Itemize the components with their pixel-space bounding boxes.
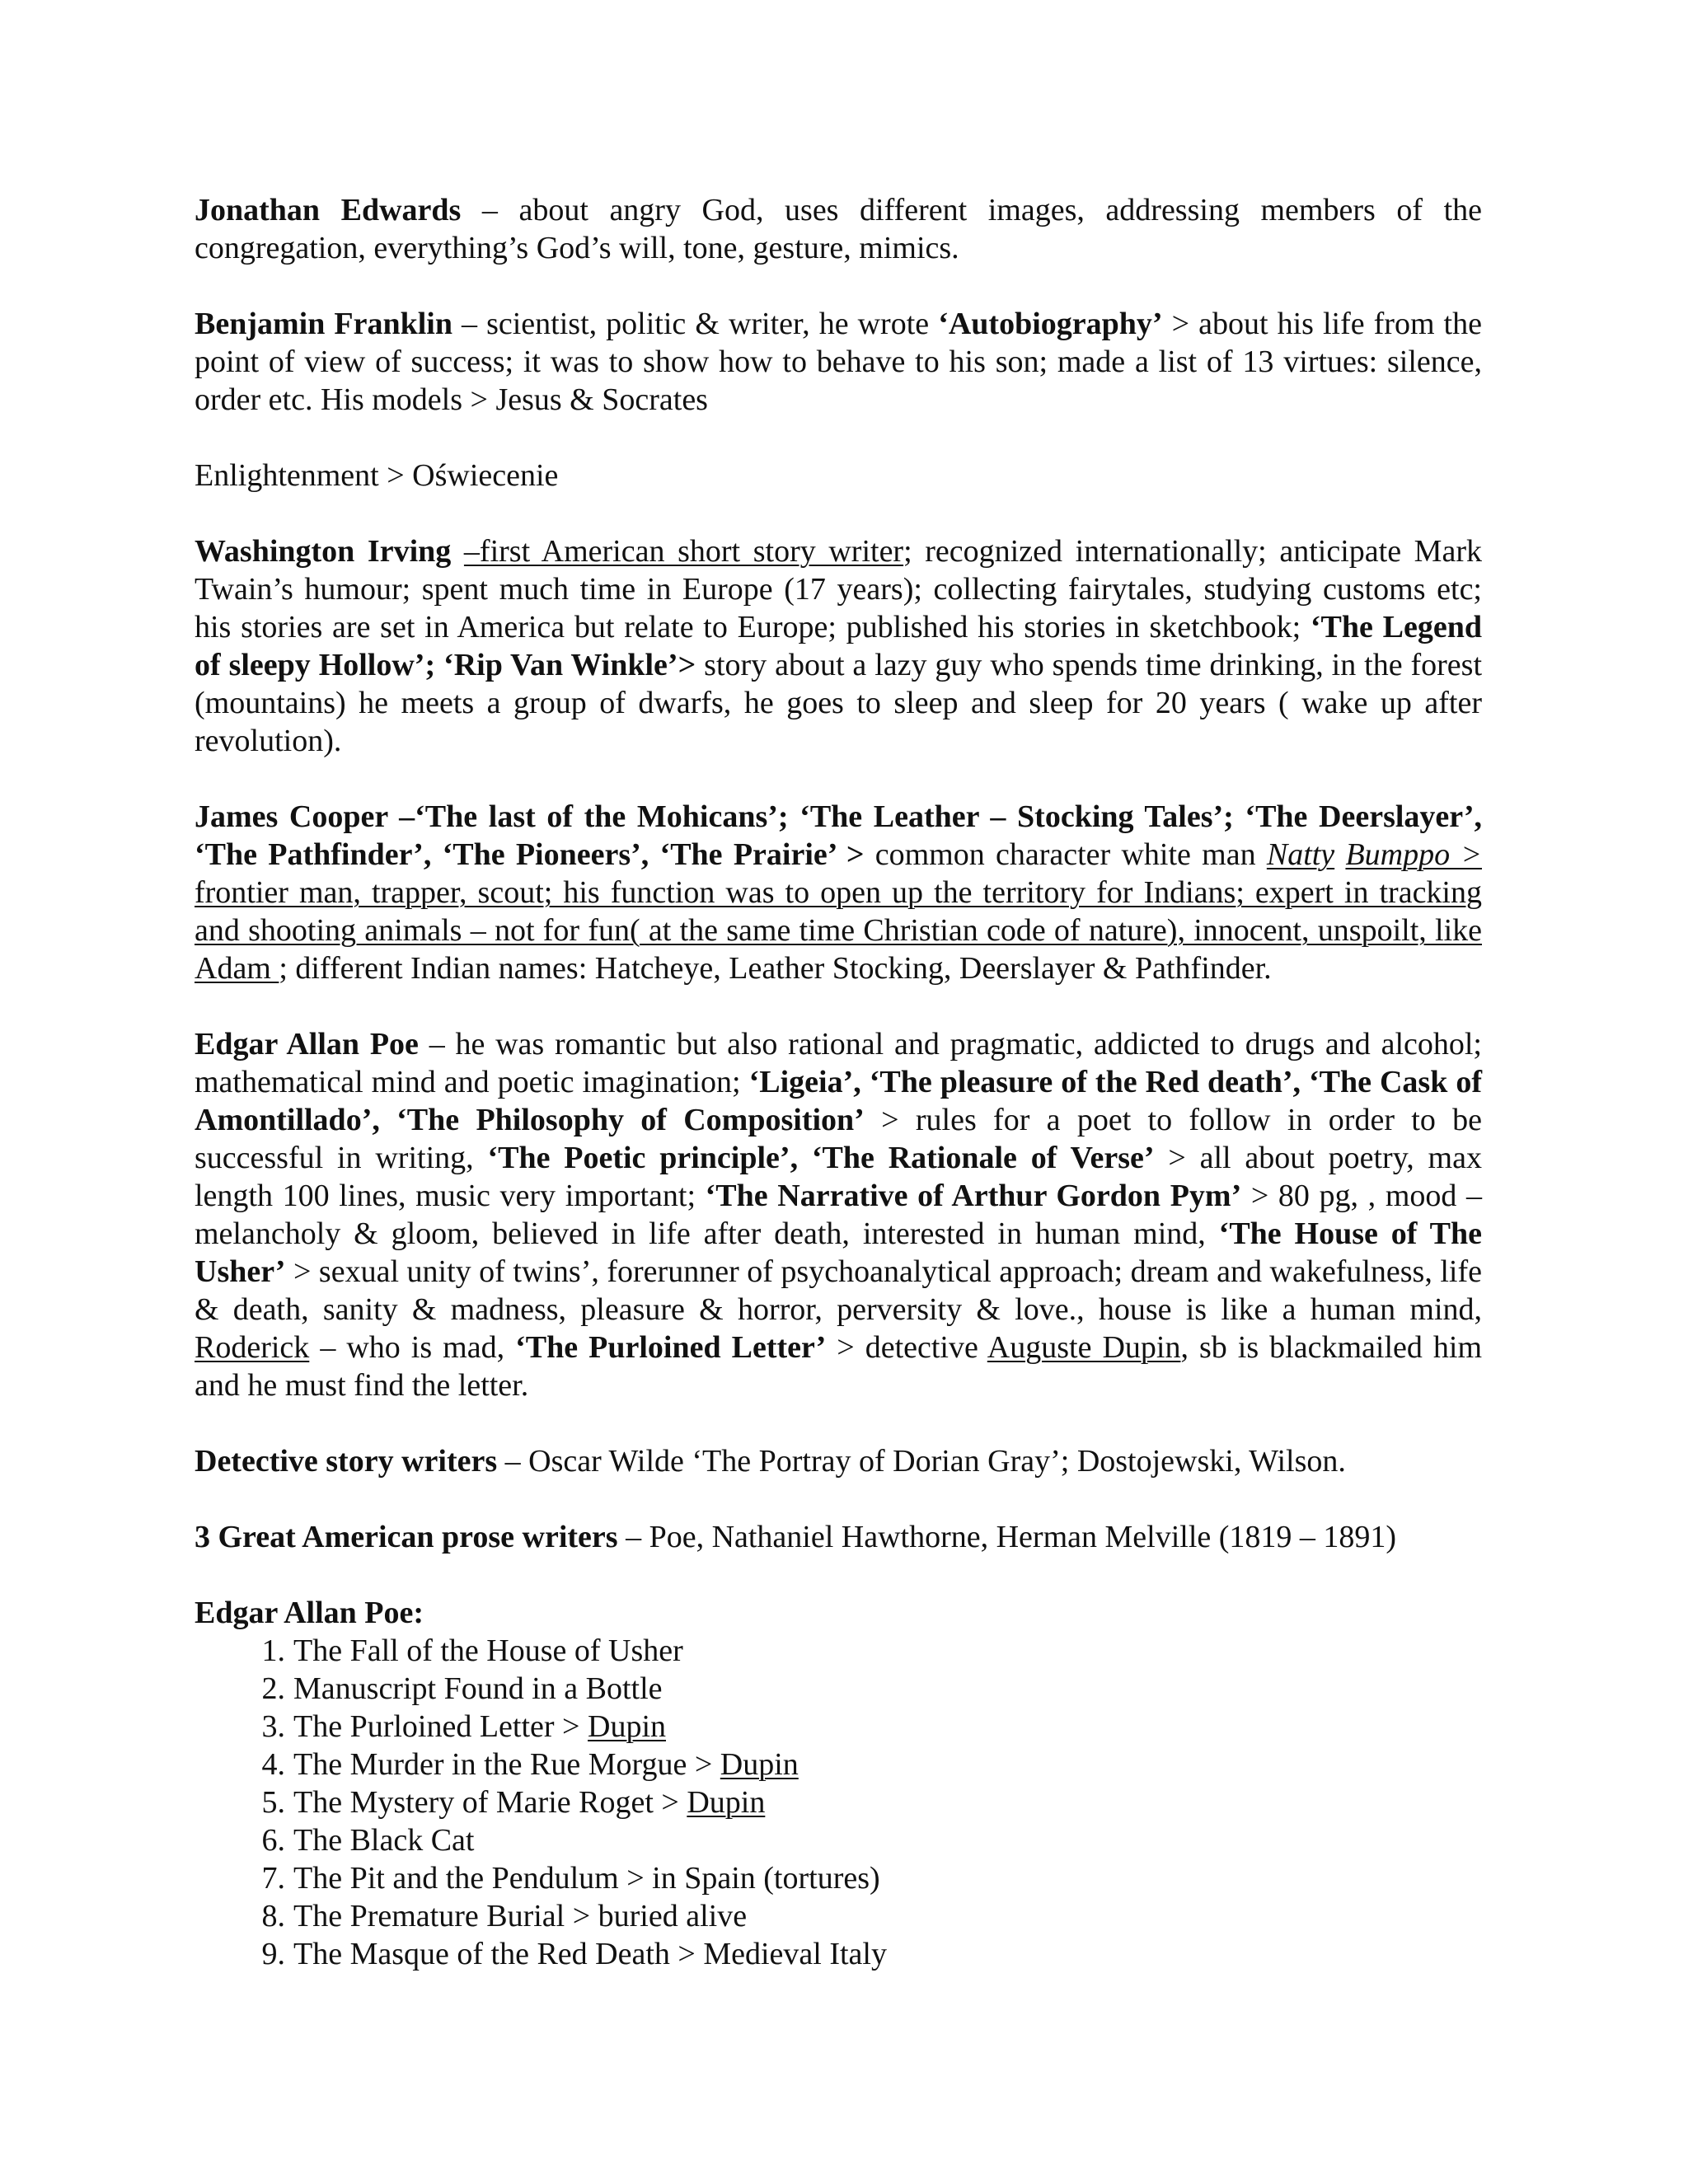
book-title: ‘The House of The Usher’	[195, 1216, 1482, 1289]
list-item: 4. The Murder in the Rue Morgue > Dupin	[261, 1747, 799, 1782]
paragraph-text: – scientist, politic & writer, he wrote	[452, 307, 939, 341]
list-item: 7. The Pit and the Pendulum > in Spain (tortures)	[261, 1861, 880, 1896]
list-item: 6. The Black Cat	[261, 1823, 475, 1858]
list-item: 9. The Masque of the Red Death > Medieval Italy	[261, 1937, 887, 1971]
list-item: 2. Manuscript Found in a Bottle	[261, 1671, 663, 1706]
author-name: Washington Irving	[195, 534, 452, 569]
paragraph-cooper	[195, 798, 1482, 987]
author-name: Edgar Allan Poe	[195, 1027, 419, 1062]
book-titles: ‘The Poetic principle’, ‘The Rationale of Verse’	[487, 1141, 1155, 1175]
document-page	[195, 191, 1482, 1973]
dupin-link: Dupin	[720, 1747, 799, 1782]
book-titles: ‘The Legend of sleepy Hollow’; ‘Rip Van Winkle’>	[195, 610, 1482, 682]
paragraph-text: – Oscar Wilde ‘The Portray of Dorian Gray’; Dostojewski, Wilson.	[497, 1444, 1346, 1479]
book-title: ‘The Purloined Letter’	[515, 1330, 827, 1365]
poe-list-title: Edgar Allan Poe:	[195, 1596, 424, 1630]
book-title: ‘Autobiography’	[938, 307, 1163, 341]
list-item: 5. The Mystery of Marie Roget > Dupin	[261, 1785, 766, 1820]
paragraph-text: story about a lazy guy who spends time drinking, in the forest (mountains) he meets a group of dwarfs, he goes to sleep and sleep for 20 years ( wake up after revolution).	[195, 648, 1482, 758]
author-and-books: James Cooper –‘The last of the Mohicans’; ‘The Leather – Stocking Tales’; ‘The Deerslayer’, ‘The Pathfinder’, ‘The Pioneers’, ‘The Prairie’ >	[195, 799, 1482, 872]
heading-term: Detective story writers	[195, 1444, 498, 1479]
paragraph-prose-writers	[195, 1518, 1482, 1556]
dupin-link: Dupin	[687, 1785, 766, 1820]
list-item: 3. The Purloined Letter > Dupin	[261, 1709, 666, 1744]
paragraph-poe: Edgar Allan Poe – he was romantic but also rational and pragmatic, addicted to drugs and alcohol; mathematical mind and poetic imagination; ‘Ligeia’, ‘The pleasure of the Red death’, ‘The Cask of Amontillado’, ‘The Philosophy of Composition’ > rules for a poet to follow in order to be successful in writing, ‘The Poetic principle’, ‘The Rationale of Verse’ > all about poetry, max length 100 lines, music very important; ‘The Narrative of Arthur Gordon Pym’ > 80 pg, , mood – melancholy & gloom, believed in life after death, interested in human mind, ‘The House of The Usher’ > sexual unity of twins’, forerunner of psychoanalytical approach; dream and wakefulness, life & death, sanity & madness, pleasure & horror, perversity & love., house is like a human mind, Roderick – who is mad, ‘The Purloined Letter’ > detective Auguste Dupin, sb is blackmailed him and he must find the letter.	[195, 1027, 1483, 1403]
dupin-link: Dupin	[588, 1709, 666, 1744]
underlined-text: frontier man, trapper, scout; his function was to open up the territory for Indians; expert in tracking and shooting animals – not for fun( at the same time Christian code of nature), innocent, unspoilt, like Adam	[195, 875, 1482, 986]
book-titles: ‘Ligeia’, ‘The pleasure of the Red death’, ‘The Cask of Amontillado’, ‘The Philosophy of Composition’	[195, 1065, 1483, 1137]
paragraph-text: common character white man	[864, 837, 1267, 872]
paragraph-irving	[195, 532, 1482, 760]
author-name: Jonathan Edwards	[195, 193, 462, 227]
paragraph-enlightenment: Enlightenment > Oświecenie	[195, 458, 559, 493]
character-name-dupin: Auguste Dupin	[987, 1330, 1181, 1365]
character-name-bumppo: Bumppo >	[1345, 837, 1482, 872]
paragraph-text: > about his life from the point of view of success; it was to show how to behave to his son; made a list of 13 virtues: silence, order etc. His models > Jesus & Socrates	[195, 307, 1482, 417]
paragraph-text: ; recognized internationally; anticipate Mark Twain’s humour; spent much time in Europe (17 years); collecting fairytales, studying customs etc; his stories are set in America but relate to Europe; published his stories in sketchbook;	[195, 534, 1482, 644]
paragraph-edwards	[195, 191, 1482, 267]
heading-term: 3 Great American prose writers	[195, 1520, 618, 1554]
list-item: 8. The Premature Burial > buried alive	[261, 1899, 748, 1933]
paragraph-franklin	[195, 305, 1482, 419]
paragraph-detective	[195, 1442, 1482, 1480]
author-name: Benjamin Franklin	[195, 307, 452, 341]
paragraph-text: ; different Indian names: Hatcheye, Leather Stocking, Deerslayer & Pathfinder.	[279, 951, 1272, 986]
book-title: ‘The Narrative of Arthur Gordon Pym’	[705, 1179, 1242, 1213]
character-name-natty: Natty	[1266, 837, 1335, 872]
paragraph-text: – about angry God, uses different images, addressing members of the congregation, everything’s God’s will, tone, gesture, mimics.	[195, 193, 1482, 265]
paragraph-text: – Poe, Nathaniel Hawthorne, Herman Melville (1819 – 1891)	[617, 1520, 1397, 1554]
list-item: 1. The Fall of the House of Usher	[261, 1633, 683, 1668]
underlined-text: –first American short story writer	[463, 534, 904, 569]
poe-works-list	[195, 1632, 1482, 1973]
character-name-roderick: Roderick	[195, 1330, 310, 1365]
